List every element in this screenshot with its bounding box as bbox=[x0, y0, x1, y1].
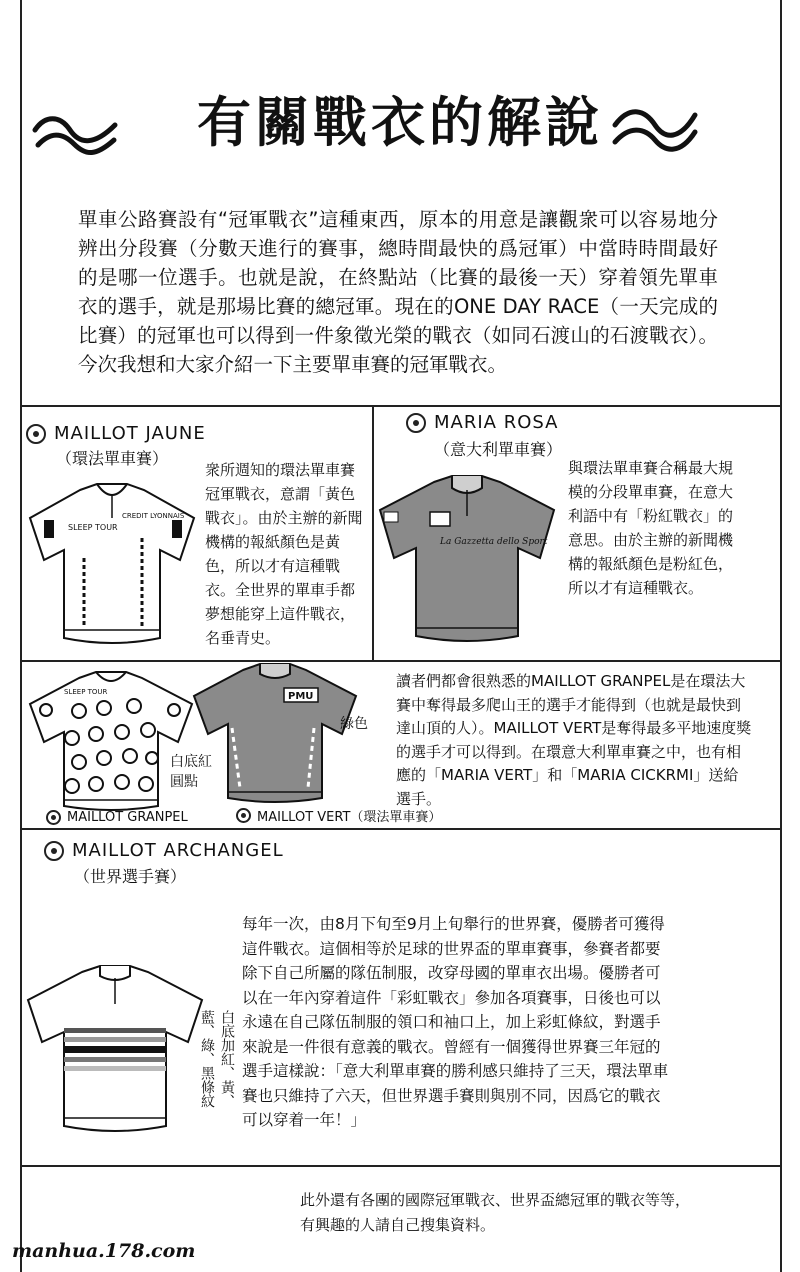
intro-paragraph: 單車公路賽設有“冠軍戰衣”這種東西，原本的用意是讓觀衆可以容易地分辨出分段賽（分數天進行的賽事，總時間最快的爲冠軍）中當時時間最好的是哪一位選手。也就是說，在終點站（比賽的最後一天）穿着領先單車衣的選手，就是那場比賽的總冠軍。現在的ONE DAY RACE（一天完成的比賽）的冠軍也可以得到一件象徵光榮的戰衣（如同石渡山的石渡戰衣）。今次我想和大家介紹一下主要單車賽的冠軍戰衣。 bbox=[78, 208, 718, 376]
section-race-rosa: （意大利單車賽） bbox=[434, 440, 563, 459]
bullet-icon bbox=[26, 424, 46, 444]
section-title-rosa: MARIA ROSA bbox=[406, 412, 558, 433]
jersey-jaune-illustration bbox=[22, 478, 202, 650]
section-title-jaune: MAILLOT JAUNE bbox=[26, 423, 206, 444]
bullet-icon bbox=[46, 810, 61, 825]
jersey-archangel-illustration bbox=[20, 958, 210, 1138]
rosa-description: 與環法單車賽合稱最大規模的分段單車賽，在意大利語中有「粉紅戰衣」的意思。由於主辦的新聞機構的報紙顏色是粉紅色，所以才有這種戰衣。 bbox=[568, 459, 734, 597]
jersey-logo-text: CREDIT LYONNAIS bbox=[122, 512, 185, 520]
archangel-description: 每年一次，由8月下旬至9月上旬舉行的世界賽，優勝者可獲得這件戰衣。這個相等於足球的世界盃的單車賽事，參賽者都要除下自己所屬的隊伍制服，改穿母國的單車衣出場。優勝者可以在一年內穿着這件「彩虹戰衣」參加各項賽事，日後也可以永遠在自己隊伍制服的領口和袖口上，加上彩虹條紋，對選手來說是一件很有意義的戰衣。曾經有一個獲得世界賽三年冠的選手這樣說：「意大利單車賽的勝利感只維持了三天，環法單車賽也只維持了六天，但世界選手賽則與別不同，因爲它的戰衣可以穿着一年！」 bbox=[242, 915, 669, 1129]
granpel-caption: MAILLOT GRANPEL bbox=[46, 810, 188, 825]
vert-color-note: 綠色 bbox=[340, 716, 368, 732]
page-title: 有關戰衣的解說 bbox=[197, 90, 603, 154]
archangel-color-note: 白底加紅、黃、 藍、綠、黑條紋 bbox=[199, 1010, 235, 1108]
granpel-color-note: 白底紅圓點 bbox=[170, 754, 212, 790]
jaune-description: 衆所週知的環法單車賽冠軍戰衣，意謂「黃色戰衣」。由於主辦的新聞機構的報紙顏色是黃色，所以才有這種戰衣。全世界的單車手都夢想能穿上這件戰衣，名垂青史。 bbox=[205, 461, 363, 647]
divider bbox=[20, 1165, 782, 1167]
granpel-vert-description: 讀者們都會很熟悉的MAILLOT GRANPEL是在環法大賽中奪得最多爬山王的選手才能得到（也就是最快到達山頂的人）。MAILLOT VERT是奪得最多平地速度獎的選手才可以得到。在環意大利單車賽之中，也有相應的「MARIA VERT」和「MARIA CICKRMI」送給選手。 bbox=[396, 672, 752, 808]
jersey-logo-text: La Gazzetta dello Sport bbox=[440, 537, 548, 547]
watermark: manhua.178.com bbox=[12, 1240, 196, 1262]
jersey-logo-text: PMU bbox=[288, 691, 314, 702]
swirl-decoration-left bbox=[30, 100, 120, 160]
vert-caption: MAILLOT VERT（環法單車賽） bbox=[236, 806, 441, 825]
section-title-archangel: MAILLOT ARCHANGEL bbox=[44, 840, 284, 861]
bullet-icon bbox=[236, 808, 251, 823]
jersey-logo-text: SLEEP TOUR bbox=[68, 523, 118, 532]
bullet-icon bbox=[406, 413, 426, 433]
section-race-archangel: （世界選手賽） bbox=[74, 867, 187, 886]
divider bbox=[20, 828, 782, 830]
section-race-jaune: （環法單車賽） bbox=[56, 449, 169, 468]
footer-note: 此外還有各團的國際冠軍戰衣、世界盃總冠軍的戰衣等等，有興趣的人請自己搜集資料。 bbox=[300, 1191, 691, 1234]
divider bbox=[20, 660, 782, 662]
jersey-granpel-illustration bbox=[24, 666, 204, 816]
divider bbox=[20, 405, 782, 407]
jersey-rosa-illustration bbox=[372, 468, 562, 648]
bullet-icon bbox=[44, 841, 64, 861]
svg-text:SLEEP TOUR: SLEEP TOUR bbox=[64, 688, 108, 696]
swirl-decoration-right bbox=[610, 100, 700, 160]
